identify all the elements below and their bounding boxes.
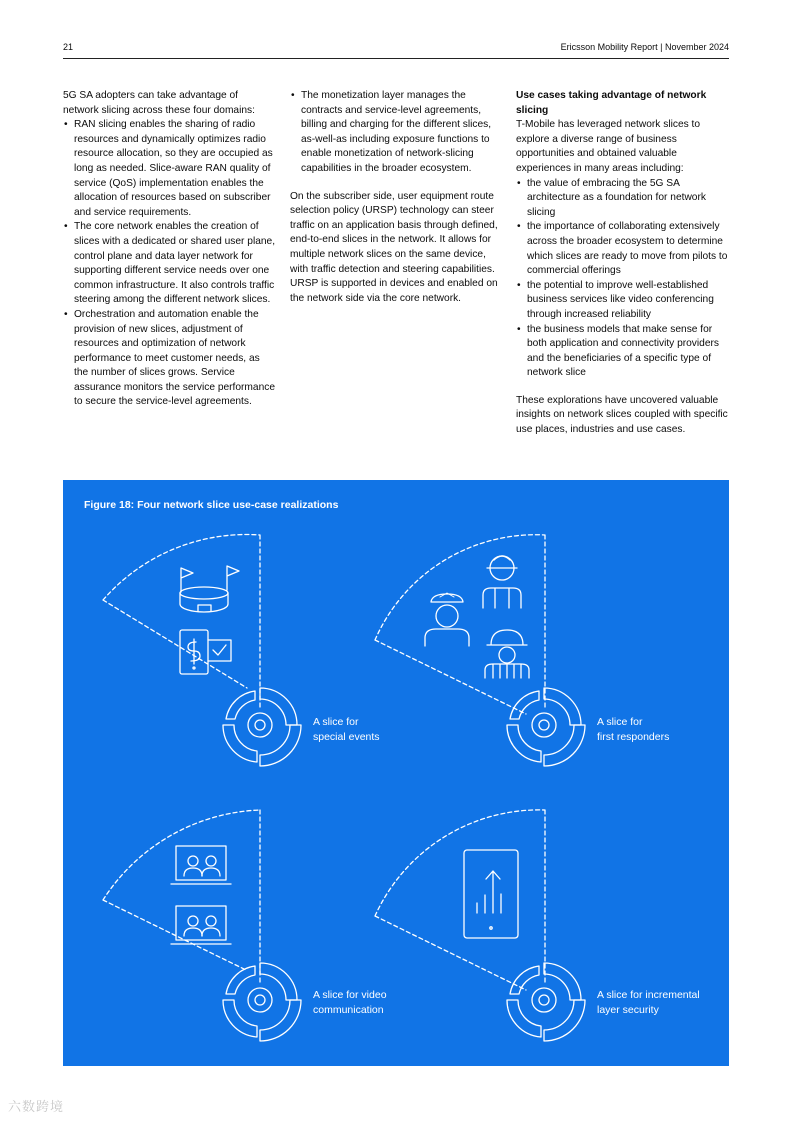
slice-label-first-responders: A slice for first responders <box>597 716 670 743</box>
column-1 <box>63 89 276 410</box>
slice-video-communication-graphic <box>103 810 301 1041</box>
use-cases-intro: T-Mobile has leveraged network slices to explore a diverse range of business opportunities and obtained valuable experiences in many areas including: <box>516 119 701 174</box>
use-cases-list <box>516 177 730 381</box>
list-item: • The core network enables the creation of slices with a dedicated or shared user plane, control plane and data layer network for supporting different service needs over one common infrastructure. It also controls traffic steering among the different network slices. <box>63 220 276 308</box>
firefighter-icon <box>483 556 521 608</box>
domains-list <box>63 118 276 410</box>
list-item: • the potential to improve well-established business services like video conferencing through increased reliability <box>516 279 730 323</box>
slice-label-video-communication: A slice for video communication <box>313 989 387 1016</box>
list-item: • the importance of collaborating extensively across the broader ecosystem to determine which slices are ready to move from pilots to commercial offerings <box>516 220 730 278</box>
watermark: 六数跨境 <box>8 1099 65 1114</box>
police-officer-icon <box>425 593 469 646</box>
domains-intro: 5G SA adopters can take advantage of network slicing across these four domains: <box>63 90 255 116</box>
header-divider <box>63 58 729 59</box>
stadium-icon <box>180 566 239 612</box>
list-item: • RAN slicing enables the sharing of radio resources and dynamically optimizes radio resource allocation, so they are occupied as long as needed. Slice-aware RAN quality of service (QoS) implementation enables the allocation of resources based on subscriber and service requirements. <box>63 118 276 220</box>
figure-18 <box>63 480 729 1066</box>
slice-label-layer-security: A slice for incremental layer security <box>597 989 700 1016</box>
slice-label-special-events: A slice for special events <box>313 716 380 743</box>
closing-paragraph: These explorations have uncovered valuable insights on network slices coupled with specific use places, industries and use cases. <box>516 394 728 436</box>
report-title: Ericsson Mobility Report | November 2024 <box>560 42 729 52</box>
list-item: • Orchestration and automation enable the provision of new slices, adjustment of resources and optimization of network performance to meet customer needs, as the number of slices grows. Service assurance monitors the service performance to secure the service-level agreements. <box>63 308 276 410</box>
ursp-paragraph: On the subscriber side, user equipment route selection policy (URSP) technology can steer traffic on an application basis through defined, end-to-end slices in the network. It allows for multiple network slices on the same device, with traffic detection and steering capabilities. URSP is supported in devices and enabled on the network side via the core network. <box>290 190 498 304</box>
column-2 <box>290 89 502 306</box>
slice-special-events-graphic <box>103 535 301 766</box>
construction-worker-icon <box>485 630 529 678</box>
domains-list-continued <box>290 89 502 177</box>
figure-illustration <box>63 480 729 1066</box>
video-call-screen-icon <box>171 846 231 884</box>
figure-title: Figure 18: Four network slice use-case realizations <box>84 499 339 511</box>
page-header <box>63 42 729 58</box>
list-item: • the business models that make sense for both application and connectivity providers and the beneficiaries of a specific type of network slice <box>516 323 730 381</box>
page-number: 21 <box>63 42 74 52</box>
list-item: • The monetization layer manages the contracts and service-level agreements, billing and charging for the different slices, as-well-as including exposure functions to enable monetization of network-slicing capabilities in the broader ecosystem. <box>290 89 502 177</box>
tablet-uplink-icon <box>464 850 518 938</box>
column-3 <box>516 89 730 438</box>
section-heading: Use cases taking advantage of network slicing <box>516 90 707 116</box>
list-item: • the value of embracing the 5G SA architecture as a foundation for network slicing <box>516 177 730 221</box>
